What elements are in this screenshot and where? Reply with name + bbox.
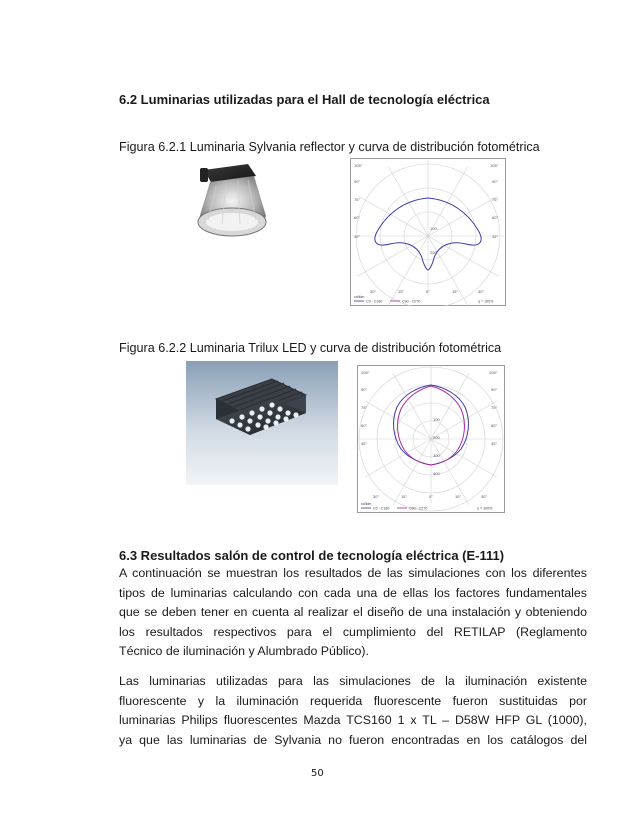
legend-series: C90 - C270	[402, 299, 421, 304]
paragraph	[119, 564, 587, 662]
paragraph-line: que se deben tener en cuenta al realizar el diseño de una instalación y obteniendo	[119, 605, 587, 620]
radius-label: 400	[433, 471, 440, 476]
angle-label: 30°	[478, 289, 485, 294]
radius-label: 300	[433, 453, 440, 458]
legend-units: cd/klm	[354, 295, 365, 299]
page-number: 50	[311, 768, 324, 779]
section-heading: 6.2 Luminarias utilizadas para el Hall de tecnología eléctrica	[119, 92, 490, 107]
legend-series: C0 - C180	[373, 506, 390, 511]
paragraph-line: Las luminarias utilizadas para las simulaciones de la iluminación existente	[119, 674, 587, 688]
angle-label: 15°	[452, 289, 459, 294]
angle-label: 105°	[354, 163, 363, 168]
angle-label: 105°	[489, 370, 498, 375]
radius-label: 100	[433, 417, 440, 422]
paragraph-line: ya que las luminarias de Sylvania no fueron encontradas en los catálogos del	[119, 732, 587, 747]
angle-label: 45°	[492, 234, 499, 239]
angle-label: 75°	[354, 197, 361, 202]
paragraph-line: los resultados respectivos para el cumplimiento del RETILAP (Reglamento	[119, 624, 587, 639]
angle-label: 60°	[361, 423, 368, 428]
angle-label: 90°	[354, 179, 361, 184]
angle-label: 30°	[481, 494, 488, 499]
angle-label: 75°	[361, 405, 368, 410]
paragraph-line: A continuación se muestran los resultados de las simulaciones con los diferentes	[119, 566, 587, 580]
radius-label: 200	[433, 435, 440, 440]
legend-series: C90 - C270	[409, 506, 428, 511]
angle-label: 15°	[401, 494, 408, 499]
efficiency-label: η = 100%	[477, 506, 493, 511]
angle-label: 15°	[455, 494, 462, 499]
trilux-led-image	[186, 361, 338, 485]
efficiency-label: η = 100%	[478, 299, 494, 304]
angle-label: 60°	[354, 215, 361, 220]
angle-label: 45°	[361, 441, 368, 446]
angle-label: 60°	[492, 215, 499, 220]
paragraph-line: Técnico de iluminación y Alumbrado Público).	[119, 644, 370, 659]
angle-label: 0°	[426, 289, 430, 294]
angle-label: 90°	[361, 387, 368, 392]
figure-caption: Figura 6.2.2 Luminaria Trilux LED y curva de distribución fotométrica	[119, 341, 502, 355]
paragraph-line: luminarias Philips fluorescentes Mazda TCS160 1 x TL – D58W HFP GL (1000),	[119, 713, 587, 728]
angle-label: 90°	[492, 179, 499, 184]
photometric-chart-trilux	[357, 365, 505, 513]
angle-label: 75°	[492, 197, 499, 202]
legend-units: cd/klm	[361, 502, 372, 506]
legend-series: C0 - C180	[366, 299, 383, 304]
radius-label: 100	[430, 226, 437, 231]
sylvania-reflector-image	[190, 162, 272, 240]
radius-label: 200	[430, 250, 437, 255]
photometric-chart-sylvania	[350, 158, 506, 306]
angle-label: 105°	[490, 163, 499, 168]
figure-caption: Figura 6.2.1 Luminaria Sylvania reflector y curva de distribución fotométrica	[119, 140, 540, 154]
angle-label: 0°	[429, 494, 433, 499]
angle-label: 45°	[491, 441, 498, 446]
angle-label: 15°	[398, 289, 405, 294]
angle-label: 45°	[354, 234, 361, 239]
paragraph	[119, 672, 587, 750]
paragraph-line: tipos de luminarias calculando con cada una de ellas los factores fundamentales	[119, 585, 587, 600]
angle-label: 60°	[491, 423, 498, 428]
angle-label: 30°	[370, 289, 377, 294]
angle-label: 30°	[373, 494, 380, 499]
angle-label: 75°	[491, 405, 498, 410]
angle-label: 90°	[491, 387, 498, 392]
paragraph-line: fluorescente y la iluminación requerida fluorescente fueron sustituidas por	[119, 693, 587, 708]
angle-label: 105°	[361, 370, 370, 375]
section-heading: 6.3 Resultados salón de control de tecnología eléctrica (E-111)	[119, 548, 505, 563]
